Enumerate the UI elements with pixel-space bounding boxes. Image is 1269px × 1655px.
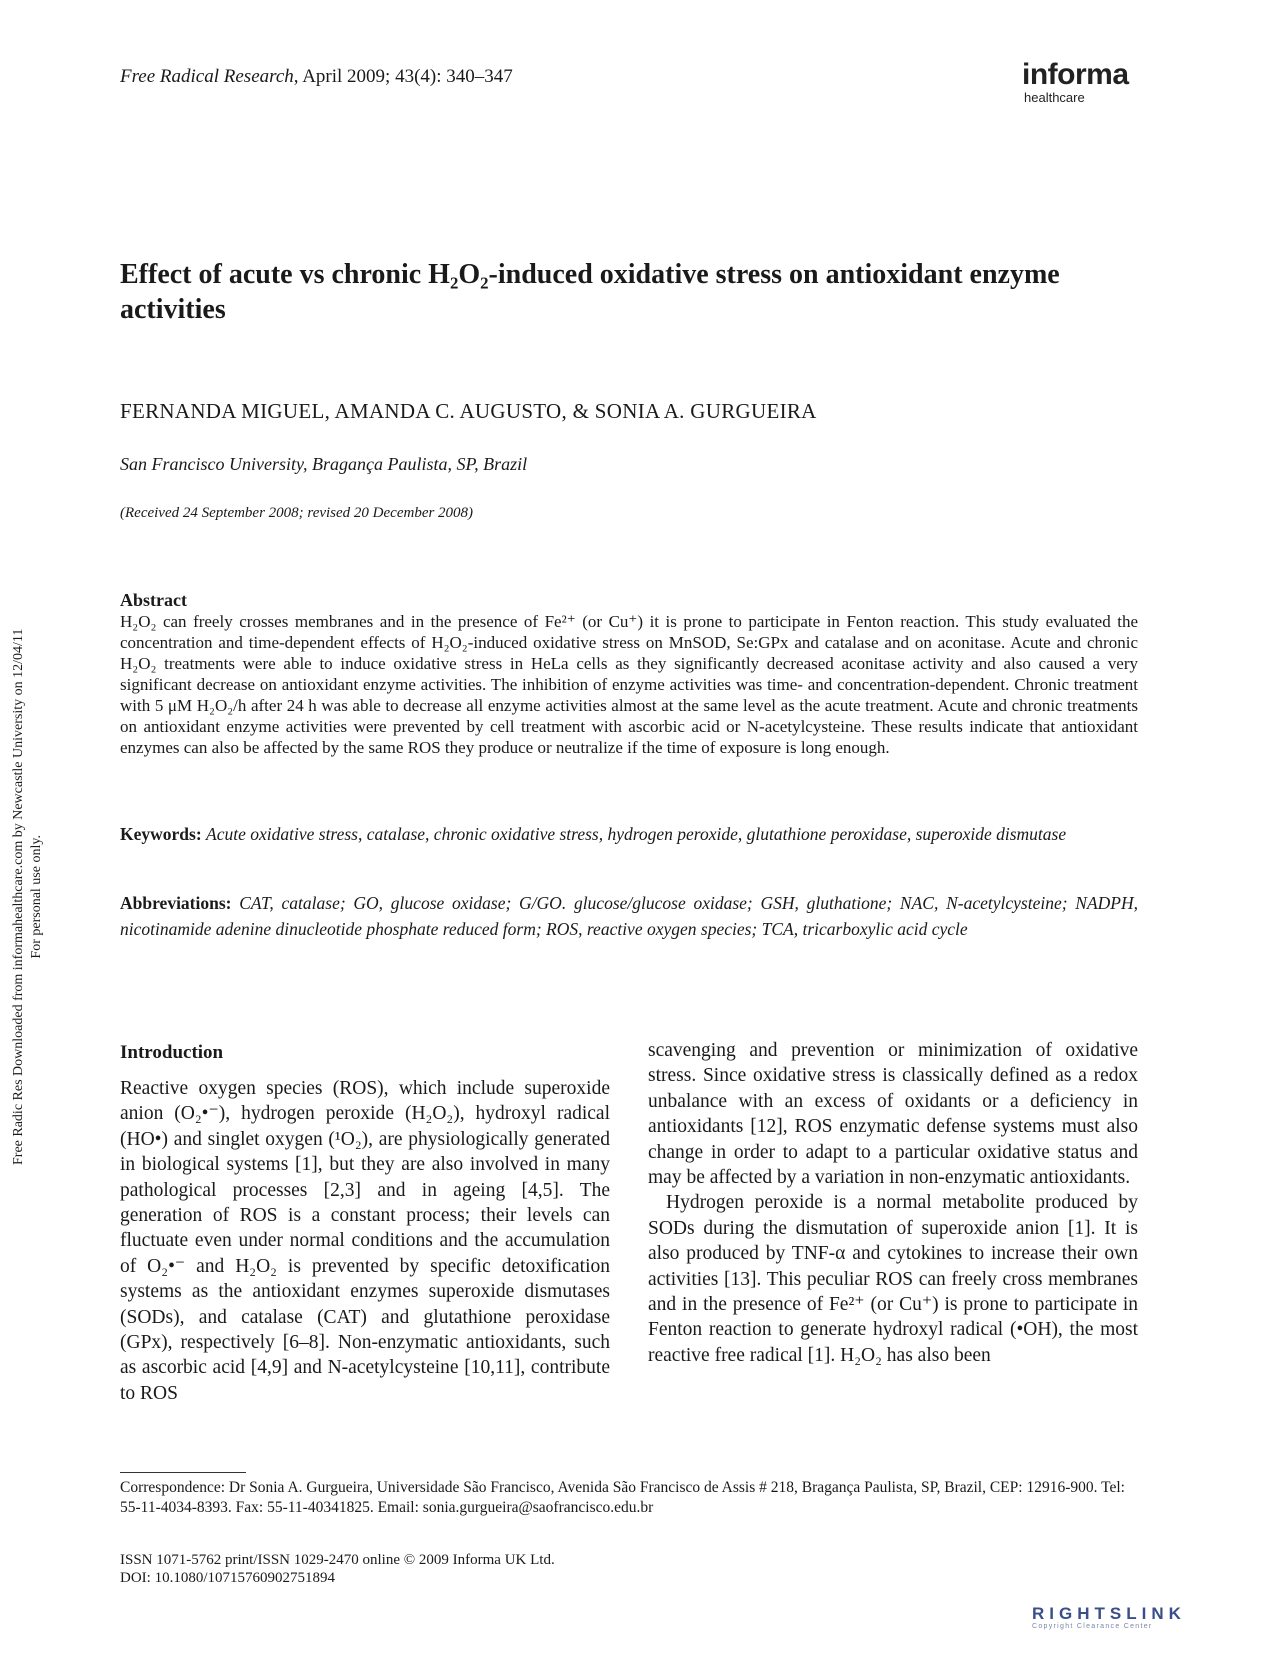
abbreviations — [120, 890, 1138, 942]
logo-wordmark: informa — [1022, 58, 1129, 91]
issn-block — [120, 1551, 555, 1587]
body-column-right — [648, 1038, 1138, 1368]
intro-paragraph-1: Reactive oxygen species (ROS), which include superoxide anion (O₂•⁻), hydrogen peroxide (H₂O₂), hydroxyl radical (HO•) and singlet oxygen (¹O₂), are physiologically generated in biological systems [1], but they are also involved in many pathological processes [2,3] and in ageing [4,5]. The generation of ROS is a constant process; their levels can fluctuate even under normal conditions and the accumulation of O₂•⁻ and H₂O₂ is prevented by specific detoxification systems as the antioxidant enzymes superoxide dismutases (SODs), and catalase (CAT) and glutathione peroxidase (GPx), respectively [6–8]. Non-enzymatic antioxidants, such as ascorbic acid [4,9] and N-acetylcysteine [10,11], contribute to ROS — [120, 1078, 610, 1404]
keywords-text: Acute oxidative stress, catalase, chronic oxidative stress, hydrogen peroxide, glutathione peroxidase, superoxide dismutase — [206, 824, 1067, 844]
sidenote-line-1: Free Radic Res Downloaded from informahealthcare.com by Newcastle University on 12/04/11 — [11, 628, 26, 1165]
correspondence-footnote: Correspondence: Dr Sonia A. Gurgueira, Universidade São Francisco, Avenida São Francisco de Assis # 218, Bragança Paulista, SP, Brazil, CEP: 12916-900. Tel: 55-11-4034-8393. Fax: 55-11-40341825. Email: sonia.gurgueira@saofrancisco.edu.br — [120, 1479, 1125, 1516]
intro-paragraph-2: Hydrogen peroxide is a normal metabolite produced by SODs during the dismutation of superoxide anion [1]. It is also produced by TNF-α and cytokines to increase their own activities [13]. This peculiar ROS can freely cross membranes and in the presence of Fe²⁺ (or Cu⁺) is prone to participate in Fenton reaction to generate hydroxyl radical (•OH), the most reactive free radical [1]. H₂O₂ has also been — [648, 1192, 1138, 1366]
article-affiliation: San Francisco University, Bragança Paulista, SP, Brazil — [120, 454, 528, 474]
abbreviations-label: Abbreviations: — [120, 893, 232, 913]
rightslink-subtitle: Copyright Clearance Center — [1032, 1623, 1153, 1630]
article-title: Effect of acute vs chronic H₂O₂-induced oxidative stress on antioxidant enzyme activities — [120, 259, 1060, 325]
journal-issue: , April 2009; 43(4): 340–347 — [293, 66, 513, 87]
logo-subtitle: healthcare — [1024, 90, 1085, 105]
publisher-logo — [1022, 60, 1142, 106]
rightslink-logo — [1032, 1604, 1262, 1630]
intro-paragraph-1-cont: scavenging and prevention or minimization of oxidative stress. Since oxidative stress is classically defined as a redox unbalance with an excess of oxidants or a deficiency in antioxidants [12], ROS enzymatic defense systems must also change in order to adapt to a particular oxidative status and may be affected by a variation in non-enzymatic antioxidants. — [648, 1040, 1138, 1189]
sidenote-line-2: For personal use only. — [29, 835, 44, 959]
received-dates: (Received 24 September 2008; revised 20 December 2008) — [120, 505, 474, 521]
abstract-heading: Abstract — [120, 590, 187, 610]
download-sidenote — [0, 0, 44, 1655]
keywords-label: Keywords: — [120, 824, 202, 844]
rightslink-wordmark: RIGHTSLINK — [1032, 1604, 1186, 1623]
keywords — [120, 822, 1138, 847]
abstract-text: H₂O₂ can freely crosses membranes and in the presence of Fe²⁺ (or Cu⁺) it is prone to participate in Fenton reaction. This study evaluated the concentration and time-dependent effects of H₂O₂-induced oxidative stress on MnSOD, Se:GPx and catalase and on aconitase. Acute and chronic H₂O₂ treatments were able to induce oxidative stress in HeLa cells as they significantly decreased aconitase activity and also caused a very significant decrease on antioxidant enzyme activities. The inhibition of enzyme activities was time- and concentration-dependent. Chronic treatment with 5 μM H₂O₂/h after 24 h was able to decrease all enzyme activities almost at the same level as the acute treatment. Acute and chronic treatments on antioxidant enzyme activities were prevented by cell treatment with ascorbic acid or N-acetylcysteine. These results indicate that antioxidant enzymes can also be affected by the same ROS they produce or neutralize if the time of exposure is long enough. — [120, 612, 1138, 757]
introduction-heading: Introduction — [120, 1042, 224, 1063]
doi-line: DOI: 10.1080/10715760902751894 — [120, 1570, 335, 1586]
footnote-rule — [120, 1472, 246, 1473]
abbreviations-text: CAT, catalase; GO, glucose oxidase; G/GO. glucose/glucose oxidase; GSH, gluthatione; NAC, N-acetylcysteine; NADPH, nicotinamide adenine dinucleotide phosphate reduced form; ROS, reactive oxygen species; TCA, tricarboxylic acid cycle — [120, 893, 1138, 939]
journal-name: Free Radical Research — [120, 66, 294, 87]
journal-citation — [120, 66, 513, 88]
issn-line: ISSN 1071-5762 print/ISSN 1029-2470 online © 2009 Informa UK Ltd. — [120, 1552, 555, 1568]
article-authors: FERNANDA MIGUEL, AMANDA C. AUGUSTO, & SONIA A. GURGUEIRA — [120, 399, 817, 423]
body-column-left — [120, 1076, 610, 1406]
